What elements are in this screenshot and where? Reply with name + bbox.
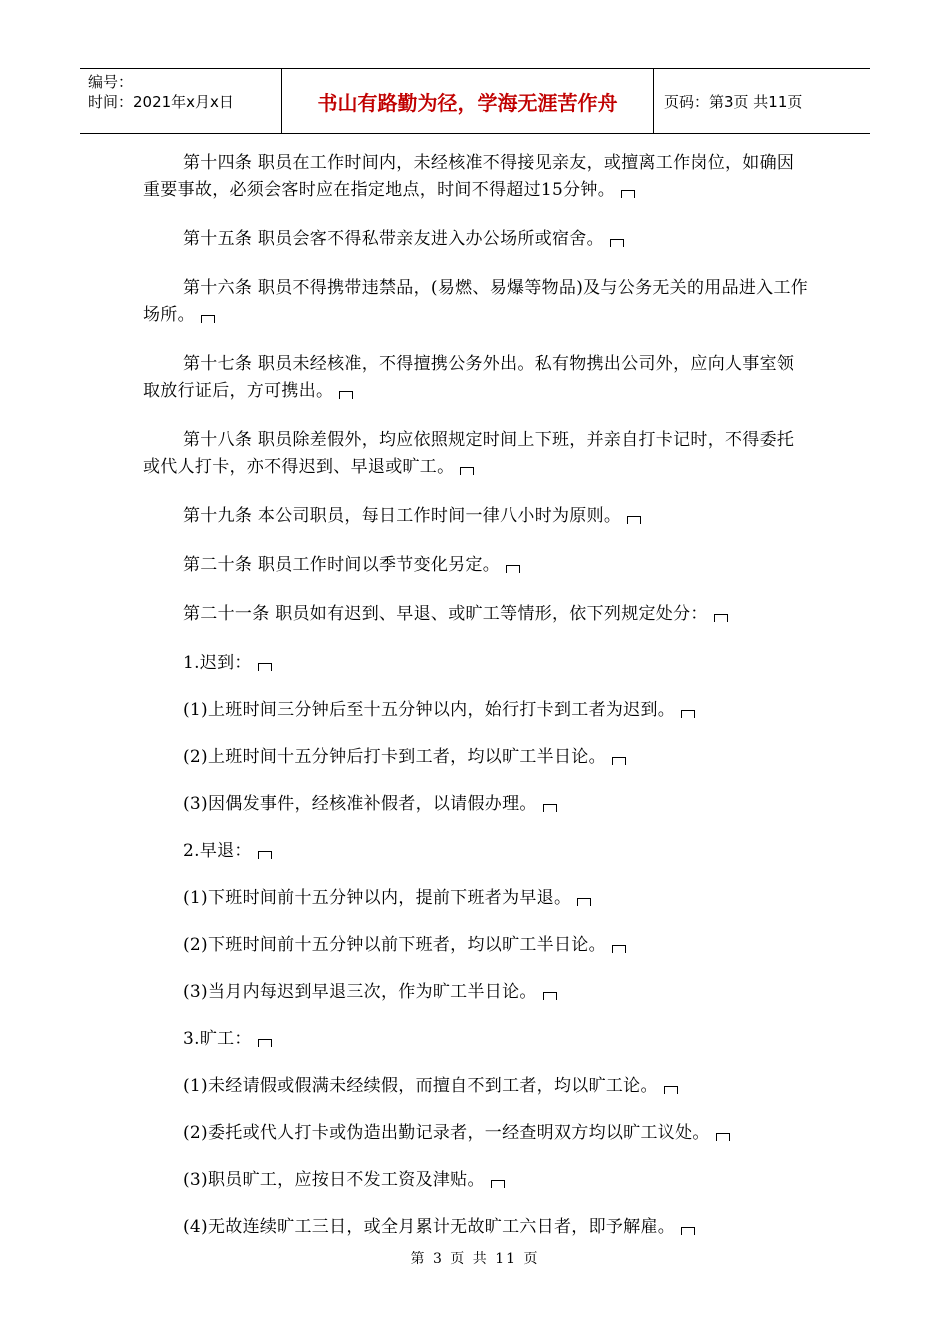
list-item: (3)职员旷工，应按日不发工资及津贴。 [183,1167,811,1194]
paragraph-mark-icon [543,992,557,1000]
paragraph-mark-icon [612,757,626,765]
paragraph-mark-icon [543,804,557,812]
paragraph-mark-icon [201,315,215,323]
list-item: (1)未经请假或假满未经续假，而擅自不到工者，均以旷工论。 [183,1073,811,1100]
article-paragraph: 第二十条 职员工作时间以季节变化另定。 [143,552,811,579]
paragraph-mark-icon [714,614,728,622]
document-number-label: 编号： [88,73,134,91]
page-header [80,68,870,134]
list-item: (4)无故连续旷工三日，或全月累计无故旷工六日者，即予解雇。 [183,1214,811,1241]
paragraph-mark-icon [627,516,641,524]
header-meta [80,69,282,133]
paragraph-mark-icon [339,391,353,399]
paragraph-mark-icon [577,898,591,906]
document-body [143,150,811,1261]
article-paragraph: 第十八条 职员除差假外，均应依照规定时间上下班，并亲自打卡记时，不得委托或代人打卡，亦不得迟到、早退或旷工。 [143,430,795,477]
article-paragraph: 第二十一条 职员如有迟到、早退、或旷工等情形，依下列规定处分： [143,601,811,628]
paragraph-mark-icon [681,710,695,718]
paragraph-mark-icon [621,190,635,198]
article-paragraph: 第十五条 职员会客不得私带亲友进入办公场所或宿舍。 [143,226,811,253]
document-time-label: 时间：2021年x月x日 [88,93,234,111]
article-paragraph: 第十四条 职员在工作时间内，未经核准不得接见亲友，或擅离工作岗位，如确因重要事故，必须会客时应在指定地点，时间不得超过15分钟。 [143,153,795,200]
paragraph-mark-icon [491,1180,505,1188]
paragraph-mark-icon [716,1133,730,1141]
list-item: (2)下班时间前十五分钟以前下班者，均以旷工半日论。 [183,932,811,959]
page-footer: 第 3 页 共 11 页 [410,1251,540,1267]
header-motto: 书山有路勤为径，学海无涯苦作舟 [282,69,654,133]
article-paragraph: 第十七条 职员未经核准，不得擅携公务外出。私有物携出公司外，应向人事室领取放行证后，方可携出。 [143,354,795,401]
article-paragraph: 第十九条 本公司职员，每日工作时间一律八小时为原则。 [143,503,811,530]
paragraph-mark-icon [506,565,520,573]
article-paragraph: 第十六条 职员不得携带违禁品，(易燃、易爆等物品)及与公务无关的用品进入工作场所。 [143,278,809,325]
list-item: (3)当月内每迟到早退三次，作为旷工半日论。 [183,979,811,1006]
list-item: 1.迟到： [183,650,811,677]
paragraph-mark-icon [258,1039,272,1047]
paragraph-mark-icon [258,851,272,859]
paragraph-mark-icon [258,663,272,671]
list-item: (1)下班时间前十五分钟以内，提前下班者为早退。 [183,885,811,912]
list-item: (1)上班时间三分钟后至十五分钟以内，始行打卡到工者为迟到。 [183,697,811,724]
paragraph-mark-icon [664,1086,678,1094]
list-item: 2.早退： [183,838,811,865]
list-item: (2)委托或代人打卡或伪造出勤记录者，一经查明双方均以旷工议处。 [183,1120,811,1147]
paragraph-mark-icon [460,467,474,475]
list-item: 3.旷工： [183,1026,811,1053]
list-item: (2)上班时间十五分钟后打卡到工者，均以旷工半日论。 [183,744,811,771]
paragraph-mark-icon [681,1227,695,1235]
header-page-info: 页码：第3页 共11页 [664,92,803,111]
paragraph-mark-icon [610,239,624,247]
paragraph-mark-icon [612,945,626,953]
list-item: (3)因偶发事件，经核准补假者，以请假办理。 [183,791,811,818]
